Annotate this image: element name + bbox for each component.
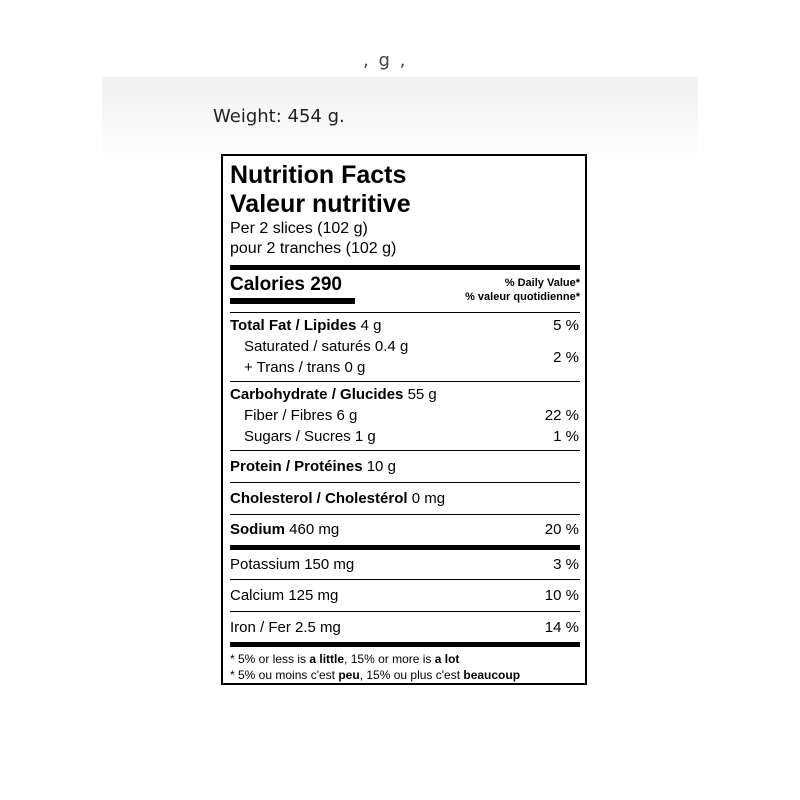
carb-row xyxy=(230,384,580,405)
protein-name: Protein / Protéines xyxy=(230,458,363,475)
sugars-pct: 1 % xyxy=(553,428,579,445)
sat-trans-pct: 2 % xyxy=(553,348,579,366)
calories-label: Calories 290 xyxy=(230,274,342,295)
cholesterol-row xyxy=(230,483,580,514)
fiber-name: Fiber / Fibres xyxy=(244,407,333,424)
cholesterol-amount: 0 mg xyxy=(411,490,446,507)
footnote-fr: * 5% ou moins c'est peu, 15% ou plus c'est beaucoup xyxy=(230,668,521,682)
sugars-name: Sugars / Sucres xyxy=(244,428,351,445)
serving-size-en: Per 2 slices (102 g) xyxy=(230,220,368,237)
fiber-row xyxy=(230,405,580,426)
sodium-pct: 20 % xyxy=(544,520,579,538)
calories-bar xyxy=(230,298,355,304)
fiber-pct: 22 % xyxy=(544,407,579,424)
sodium-row xyxy=(230,515,580,543)
saturated-name: Saturated / saturés xyxy=(244,338,371,355)
fat-row xyxy=(230,315,580,336)
calcium-pct: 10 % xyxy=(544,587,579,604)
sugars-row xyxy=(230,426,580,447)
sodium-amount: 460 mg xyxy=(289,520,340,538)
carb-name: Carbohydrate / Glucides xyxy=(230,386,404,403)
footnote-en: * 5% or less is a little, 15% or more is a lot xyxy=(230,652,460,666)
daily-value-header-en: % Daily Value* xyxy=(504,277,580,289)
daily-value-header-fr: % valeur quotidienne* xyxy=(465,291,580,303)
calcium-row xyxy=(230,580,580,611)
label-title-fr: Valeur nutritive xyxy=(230,190,411,218)
sugars-amount: 1 g xyxy=(354,428,376,445)
trans-name: + Trans / trans xyxy=(244,359,341,376)
potassium-pct: 3 % xyxy=(553,556,579,573)
serving-size-fr: pour 2 tranches (102 g) xyxy=(230,240,397,257)
carb-group xyxy=(230,382,580,450)
fat-pct: 5 % xyxy=(553,317,579,334)
label-title-en: Nutrition Facts xyxy=(230,161,407,189)
carb-amount: 55 g xyxy=(407,386,437,403)
potassium-row xyxy=(230,550,580,579)
footnote xyxy=(230,647,580,683)
fat-group xyxy=(230,313,580,381)
potassium-text: Potassium 150 mg xyxy=(230,556,355,573)
calcium-text: Calcium 125 mg xyxy=(230,587,339,604)
protein-row xyxy=(230,451,580,482)
sat-trans-block xyxy=(230,336,580,378)
sodium-name: Sodium xyxy=(230,520,285,538)
protein-amount: 10 g xyxy=(366,458,396,475)
iron-text: Iron / Fer 2.5 mg xyxy=(230,618,341,636)
saturated-row xyxy=(230,336,408,357)
cropped-text-fragment: , g , xyxy=(363,56,408,71)
cholesterol-name: Cholesterol / Cholestérol xyxy=(230,490,408,507)
trans-row xyxy=(230,357,408,378)
iron-pct: 14 % xyxy=(544,618,579,636)
trans-amount: 0 g xyxy=(344,359,366,376)
iron-row xyxy=(230,612,580,642)
fat-name: Total Fat / Lipides xyxy=(230,317,357,334)
calories-row xyxy=(230,270,580,312)
daily-value-header xyxy=(465,274,580,304)
fiber-amount: 6 g xyxy=(336,407,358,424)
saturated-amount: 0.4 g xyxy=(374,338,409,355)
product-weight: Weight: 454 g. xyxy=(213,106,345,127)
nutrition-facts-label xyxy=(221,154,587,685)
fat-amount: 4 g xyxy=(360,317,382,334)
